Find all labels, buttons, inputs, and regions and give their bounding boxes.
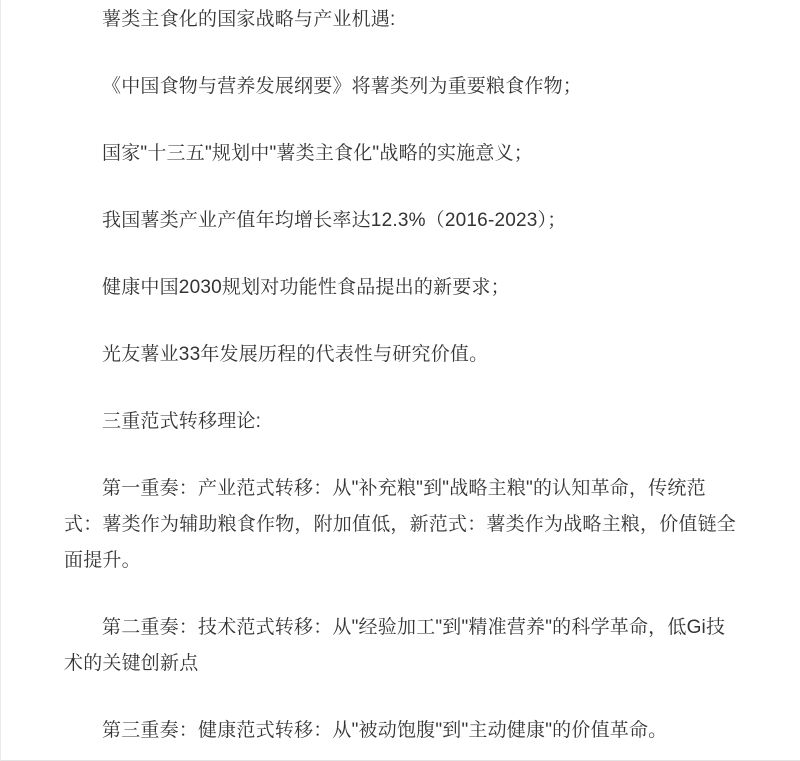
paragraph-theory-heading: 三重范式转移理论:	[102, 411, 262, 432]
paragraph-guangyou-item: 光友薯业33年发展历程的代表性与研究价值。	[102, 344, 489, 365]
paragraph-plan-item: 国家"十三五"规划中"薯类主食化"战略的实施意义；	[102, 143, 533, 164]
paragraph-health2030-item: 健康中国2030规划对功能性食品提出的新要求；	[102, 277, 510, 298]
document-content	[64, 2, 738, 749]
paragraph-outline-item: 《中国食物与营养发展纲要》将薯类列为重要粮食作物；	[102, 76, 583, 97]
paragraph-growth-rate-item: 我国薯类产业产值年均增长率达12.3%（2016-2023）；	[102, 210, 567, 231]
paragraph-first-shift: 第一重奏：产业范式转移：从"补充粮"到"战略主粮"的认知革命，传统范式：薯类作为辅助粮食作物，附加值低，新范式：薯类作为战略主粮，价值链全面提升。	[64, 478, 737, 571]
paragraph-strategy-heading: 薯类主食化的国家战略与产业机遇:	[102, 9, 396, 30]
paragraph-third-shift: 第三重奏：健康范式转移：从"被动饱腹"到"主动健康"的价值革命。	[102, 720, 668, 741]
paragraph-second-shift: 第二重奏：技术范式转移：从"经验加工"到"精准营养"的科学革命，低Gi技术的关键创新点	[64, 617, 726, 674]
